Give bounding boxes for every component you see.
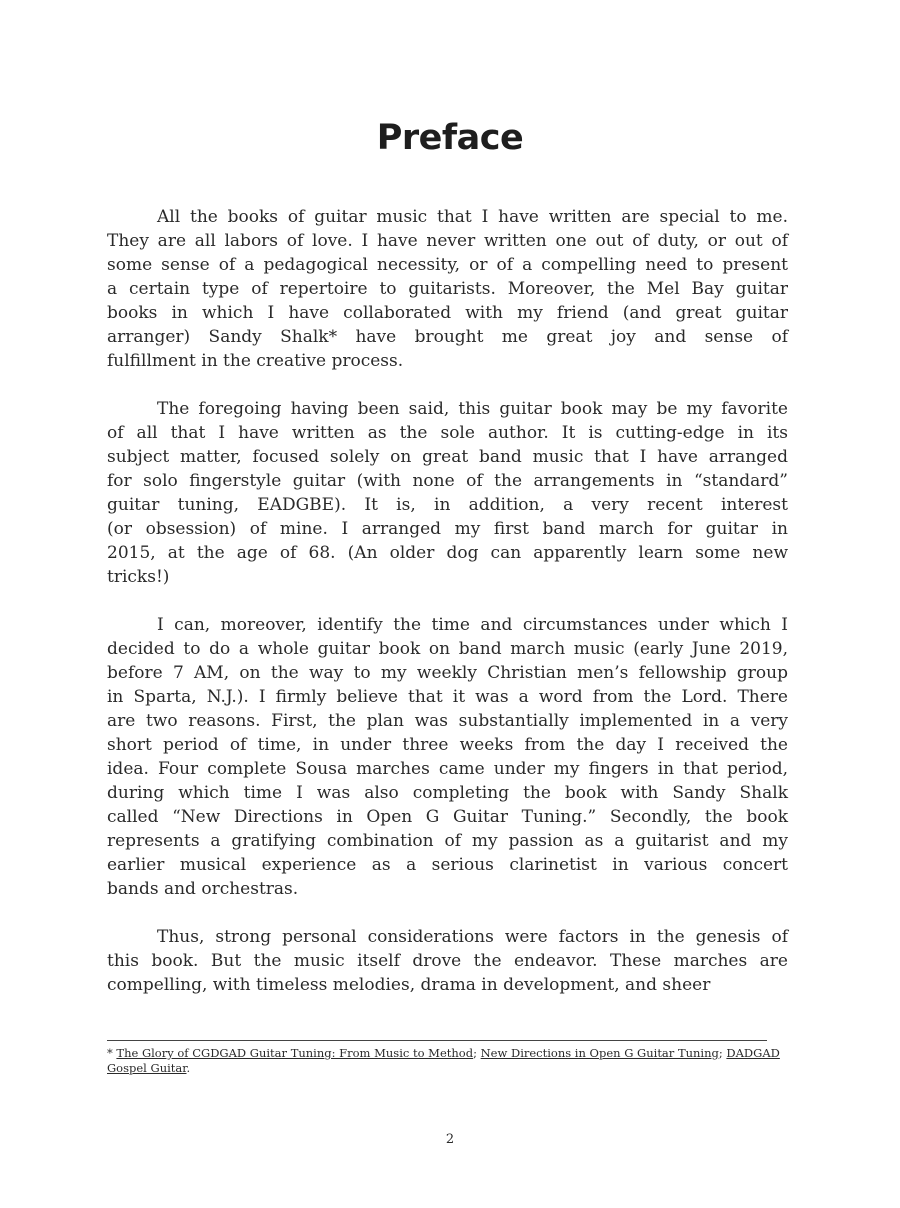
paragraph-line: compelling, with timeless melodies, drama in development, and sheer: [107, 975, 711, 995]
paragraph-line: Thus, strong personal considerations were factors in the genesis of: [157, 927, 788, 947]
paragraph-line: (or obsession) of mine. I arranged my first band march for guitar in: [107, 519, 788, 539]
paragraph-line: fulfillment in the creative process.: [107, 351, 404, 371]
paragraph-line: idea. Four complete Sousa marches came under my fingers in that period,: [107, 759, 788, 779]
paragraph-line: guitar tuning, EADGBE). It is, in addition, a very recent interest: [107, 495, 788, 515]
paragraph: [107, 397, 788, 589]
footnote-reference: DADGAD Gospel Guitar: [107, 1046, 780, 1075]
paragraph-line: books in which I have collaborated with my friend (and great guitar: [107, 303, 788, 323]
paragraph-line: 2015, at the age of 68. (An older dog can apparently learn some new: [107, 543, 788, 563]
body-text: [107, 205, 788, 1021]
paragraph-line: They are all labors of love. I have never written one out of duty, or out of: [107, 231, 788, 251]
paragraph-line: bands and orchestras.: [107, 879, 299, 899]
paragraph-line: tricks!): [107, 567, 170, 587]
footnote-separator: ;: [718, 1046, 727, 1060]
paragraph-line: called “New Directions in Open G Guitar Tuning.” Secondly, the book: [107, 807, 788, 827]
paragraph-line: are two reasons. First, the plan was substantially implemented in a very: [107, 711, 788, 731]
paragraph-line: represents a gratifying combination of my passion as a guitarist and my: [107, 831, 788, 851]
paragraph-line: decided to do a whole guitar book on band march music (early June 2019,: [107, 639, 788, 659]
paragraph-line: I can, moreover, identify the time and circumstances under which I: [157, 615, 788, 635]
paragraph: [107, 205, 788, 373]
footnote-end: .: [186, 1061, 191, 1075]
footnote-divider: [107, 1040, 767, 1041]
paragraph-line: some sense of a pedagogical necessity, or of a compelling need to present: [107, 255, 788, 275]
paragraph-line: of all that I have written as the sole author. It is cutting-edge in its: [107, 423, 788, 443]
paragraph-line: arranger) Sandy Shalk* have brought me great joy and sense of: [107, 327, 788, 347]
paragraph-line: this book. But the music itself drove the endeavor. These marches are: [107, 951, 788, 971]
paragraph-line: The foregoing having been said, this guitar book may be my favorite: [157, 399, 788, 419]
paragraph-line: earlier musical experience as a serious clarinetist in various concert: [107, 855, 788, 875]
paragraph-line: before 7 AM, on the way to my weekly Christian men’s fellowship group: [107, 663, 788, 683]
paragraph-line: a certain type of repertoire to guitarists. Moreover, the Mel Bay guitar: [107, 279, 788, 299]
paragraph-line: for solo fingerstyle guitar (with none of the arrangements in “standard”: [107, 471, 788, 491]
footnote-reference: New Directions in Open G Guitar Tuning: [480, 1046, 719, 1060]
paragraph-line: short period of time, in under three weeks from the day I received the: [107, 735, 788, 755]
paragraph-line: All the books of guitar music that I have written are special to me.: [157, 207, 788, 227]
page-number: 2: [445, 1132, 455, 1147]
page-title: Preface: [376, 118, 524, 158]
paragraph: [107, 613, 788, 901]
paragraph-line: during which time I was also completing the book with Sandy Shalk: [107, 783, 788, 803]
footnote-separator: ;: [473, 1046, 481, 1060]
paragraph-line: subject matter, focused solely on great band music that I have arranged: [107, 447, 788, 467]
paragraph-line: in Sparta, N.J.). I firmly believe that it was a word from the Lord. There: [107, 687, 788, 707]
footnote: [107, 1046, 787, 1076]
footnote-marker: *: [107, 1046, 117, 1060]
footnote-reference: The Glory of CGDGAD Guitar Tuning: From Music to Method: [116, 1046, 474, 1060]
paragraph: [107, 925, 788, 997]
